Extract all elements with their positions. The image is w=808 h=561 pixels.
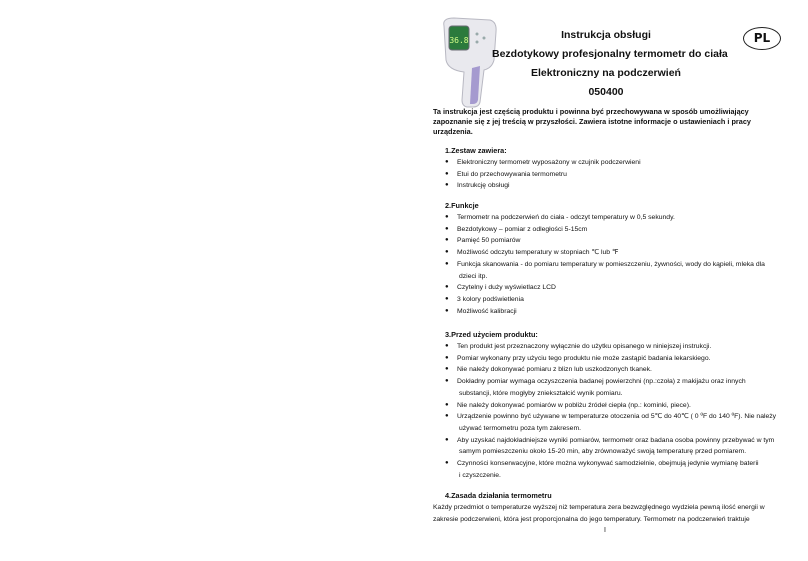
list-item: ● Funkcja skanowania - do pomiaru temperatury w pomieszczeniu, żywności, wody do kąpieli, mleka dla [445,259,785,271]
language-badge: PL [743,27,781,50]
list-item: ● Aby uzyskać najdokładniejsze wyniki pomiarów, termometr oraz badana osoba powinny przebywać w tym [445,435,785,447]
before-use-list [445,341,785,481]
list-item-continuation: dzieci itp. [459,272,488,280]
list-item: ● Nie należy dokonywać pomiarów w pobliżu źródeł ciepła (np.: kominki, piece). [445,400,785,412]
functions-list [445,212,785,317]
operating-principle-text: Każdy przedmiot o temperaturze wyższej niż temperatura zera bezwzględnego wydziela pewną ilość energii w zakresie podczerwieni, która jest proporcjonalna do jego temperatury. Termometr na podczerwień traktuje [433,504,765,523]
list-item: ● Etui do przechowywania termometru [445,169,785,181]
list-item-continuation: samym pomieszczeniu około 15-20 min, aby zrównoważyć swoją temperaturę przed pomiarem. [459,448,747,456]
section-title: 1.Zestaw zawiera: [445,146,507,155]
title-block [492,26,728,102]
list-item-continuation: substancji, które mogłyby zniekształcić wynik pomiaru. [459,389,623,397]
list-item: ● Nie należy dokonywać pomiaru z blizn lub uszkodzonych tkanek. [445,364,785,376]
list-item: ● Elektroniczny termometr wyposażony w czujnik podczerwieni [445,157,785,169]
list-item: ● Instrukcję obsługi [445,180,785,192]
section-title: 3.Przed użyciem produktu: [445,330,538,339]
list-item: ● Termometr na podczerwień do ciała - odczyt temperatury w 0,5 sekundy. [445,212,785,224]
title-line: Bezdotykowy profesjonalny termometr do ciała [492,48,728,60]
list-item: ● Czytelny i duży wyświetlacz LCD [445,282,785,294]
list-item: ● Ten produkt jest przeznaczony wyłącznie do użytku opisanego w niniejszej instrukcji. [445,341,785,353]
kit-contents-list [445,157,785,192]
list-item: ● Urządzenie powinno być używane w temperaturze otoczenia od 5℃ do 40℃ ( 0 ºF do 140 ºF). Nie należy [445,411,785,423]
section-title: 4.Zasada działania termometru [445,491,552,500]
thermometer-image [440,16,498,108]
list-item: ● Pomiar wykonany przy użyciu tego produktu nie może zastąpić badania lekarskiego. [445,353,785,365]
list-item: ● Bezdotykowy – pomiar z odległości 5-15cm [445,224,785,236]
list-item: ● Czynności konserwacyjne, które można wykonywać samodzielnie, obejmują jedynie wymianę baterii [445,458,785,470]
list-item-continuation: używać termometru poza tym zakresem. [459,424,582,432]
list-item: ● Możliwość odczytu temperatury w stopniach ℃ lub ℉ [445,247,785,259]
title-line: Elektroniczny na podczerwień [531,67,681,79]
device-display: 36.8 [449,36,469,45]
section-title: 2.Funkcje [445,201,479,210]
list-item-continuation: i czyszczenie. [459,471,501,479]
list-item: ● 3 kolory podświetlenia [445,294,785,306]
title-line: Instrukcja obsługi [561,29,651,41]
list-item: ● Możliwość kalibracji [445,306,785,318]
page-number: I [604,527,606,534]
product-code: 050400 [588,86,624,98]
list-item: ● Dokładny pomiar wymaga oczyszczenia badanej powierzchni (np.:czoła) z makijażu oraz innych [445,376,785,388]
list-item: ● Pamięć 50 pomiarów [445,235,785,247]
intro-text: Ta instrukcja jest częścią produktu i powinna być przechowywana w sposób umożliwiający zapoznanie się z jej treścią w przyszłości. Zawiera istotne informacje o ustawieniach i pracy urządzenia. [433,107,751,136]
